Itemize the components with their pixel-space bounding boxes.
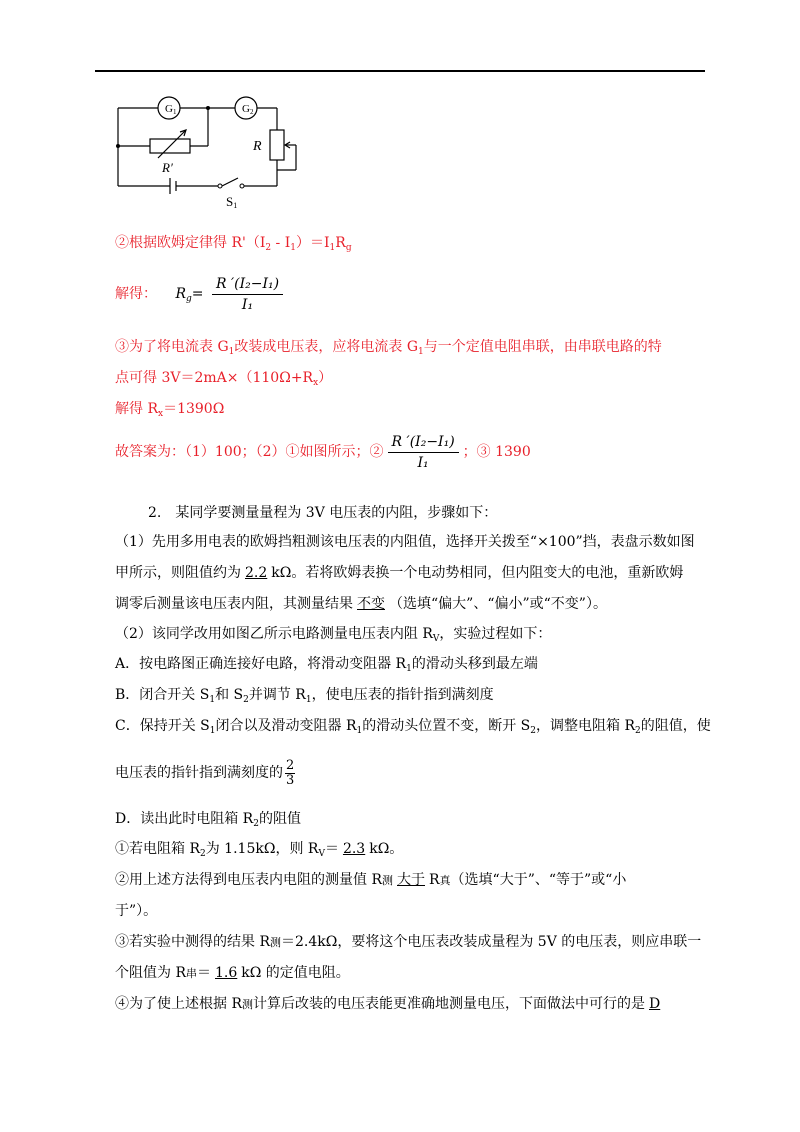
step-a: A．按电路图正确连接好电路，将滑动变阻器 $R_1$的滑动头移到最左端	[115, 656, 538, 674]
step-b: B．闭合开关 $S_1$和 $S_2$并调节 $R_1$，使电压表的指针指到满刻度	[115, 687, 494, 705]
q2-part1-c: 调零后测量该电压表内阻，其测量结果 不变 （选填“偏大”、“偏小”或“不变”）。	[115, 596, 607, 612]
sub-q3-continued: 个阻值为 R串＝ 1.6 kΩ 的定值电阻。	[115, 965, 350, 981]
q2-part2: （2）该同学改用如图乙所示电路测量电压表内阻 $R_V$，实验过程如下：	[115, 626, 552, 644]
step3-line-a: ③为了将电流表 $G_1$改装成电压表，应将电流表 $G_1$与一个定值电阻串联，由串联电路的特	[115, 339, 662, 357]
answer-line: 故答案为：（1）100；（2）①如图所示；② $\frac{\text{R ′(I₂−I₁)}}{\text{I₁}}$ ；③ 1390	[115, 433, 531, 471]
step-c: C．保持开关 $S_1$闭合以及滑动变阻器 $R_1$的滑动头位置不变，断开 $S_2$，调整电阻箱 $R_2$的阻值，使	[115, 718, 711, 736]
s1-label: S1	[226, 194, 238, 210]
g1-label: G1	[165, 103, 177, 116]
q2-part1-a: （1）先用多用电表的欧姆挡粗测该电压表的内阻值，选择开关拨至“×100”挡，表盘示数如图	[115, 534, 695, 550]
g2-label: G2	[242, 103, 254, 116]
circuit-diagram	[110, 90, 310, 210]
step-d: D．读出此时电阻箱 $R_2$的阻值	[115, 811, 301, 829]
rx-result: 解得 $R_x=1390\Omega$	[115, 401, 225, 419]
header-rule	[95, 70, 705, 72]
question-2-title: 2. 某同学要测量量程为 3V 电压表的内阻，步骤如下：	[148, 505, 498, 521]
sub-q2-continued: 于”）。	[115, 903, 158, 919]
rprime-label: R′	[162, 160, 173, 175]
solution-rg: 解得： $R_g=$ $\frac{\text{R ′(I₂−I₁)}}{\text{I₁}}$	[115, 272, 287, 316]
sub-q1: ①若电阻箱 $R_2$为 1.15kΩ，则 $R_V= 2.3$ kΩ。	[115, 841, 404, 859]
sub-q4: ④为了使上述根据 R测计算后改装的电压表能更准确地测量电压，下面做法中可行的是 D	[115, 996, 661, 1012]
step-c-continued: 电压表的指针指到满刻度的 $\frac{2}{3}$	[115, 757, 295, 788]
r-label: R	[253, 139, 262, 154]
sub-q3: ③若实验中测得的结果 R测＝2.4kΩ，要将这个电压表改装成量程为 5V 的电压表，则应串联一	[115, 934, 702, 950]
step3-line-b: 点可得 $3V=2mA\times(110\Omega+R_x)$	[115, 370, 333, 388]
sub-q2: ②用上述方法得到电压表内电阻的测量值 R测 大于 R真（选填“大于”、“等于”或“小	[115, 872, 627, 888]
q2-part1-b: 甲所示，则阻值约为 2.2 kΩ。若将欧姆表换一个电动势相同，但内阻变大的电池，重新欧姆	[115, 565, 684, 581]
ohm-law-line: ②根据欧姆定律得 $R'(I_2 - I_1)=I_1R_g$	[115, 235, 352, 253]
